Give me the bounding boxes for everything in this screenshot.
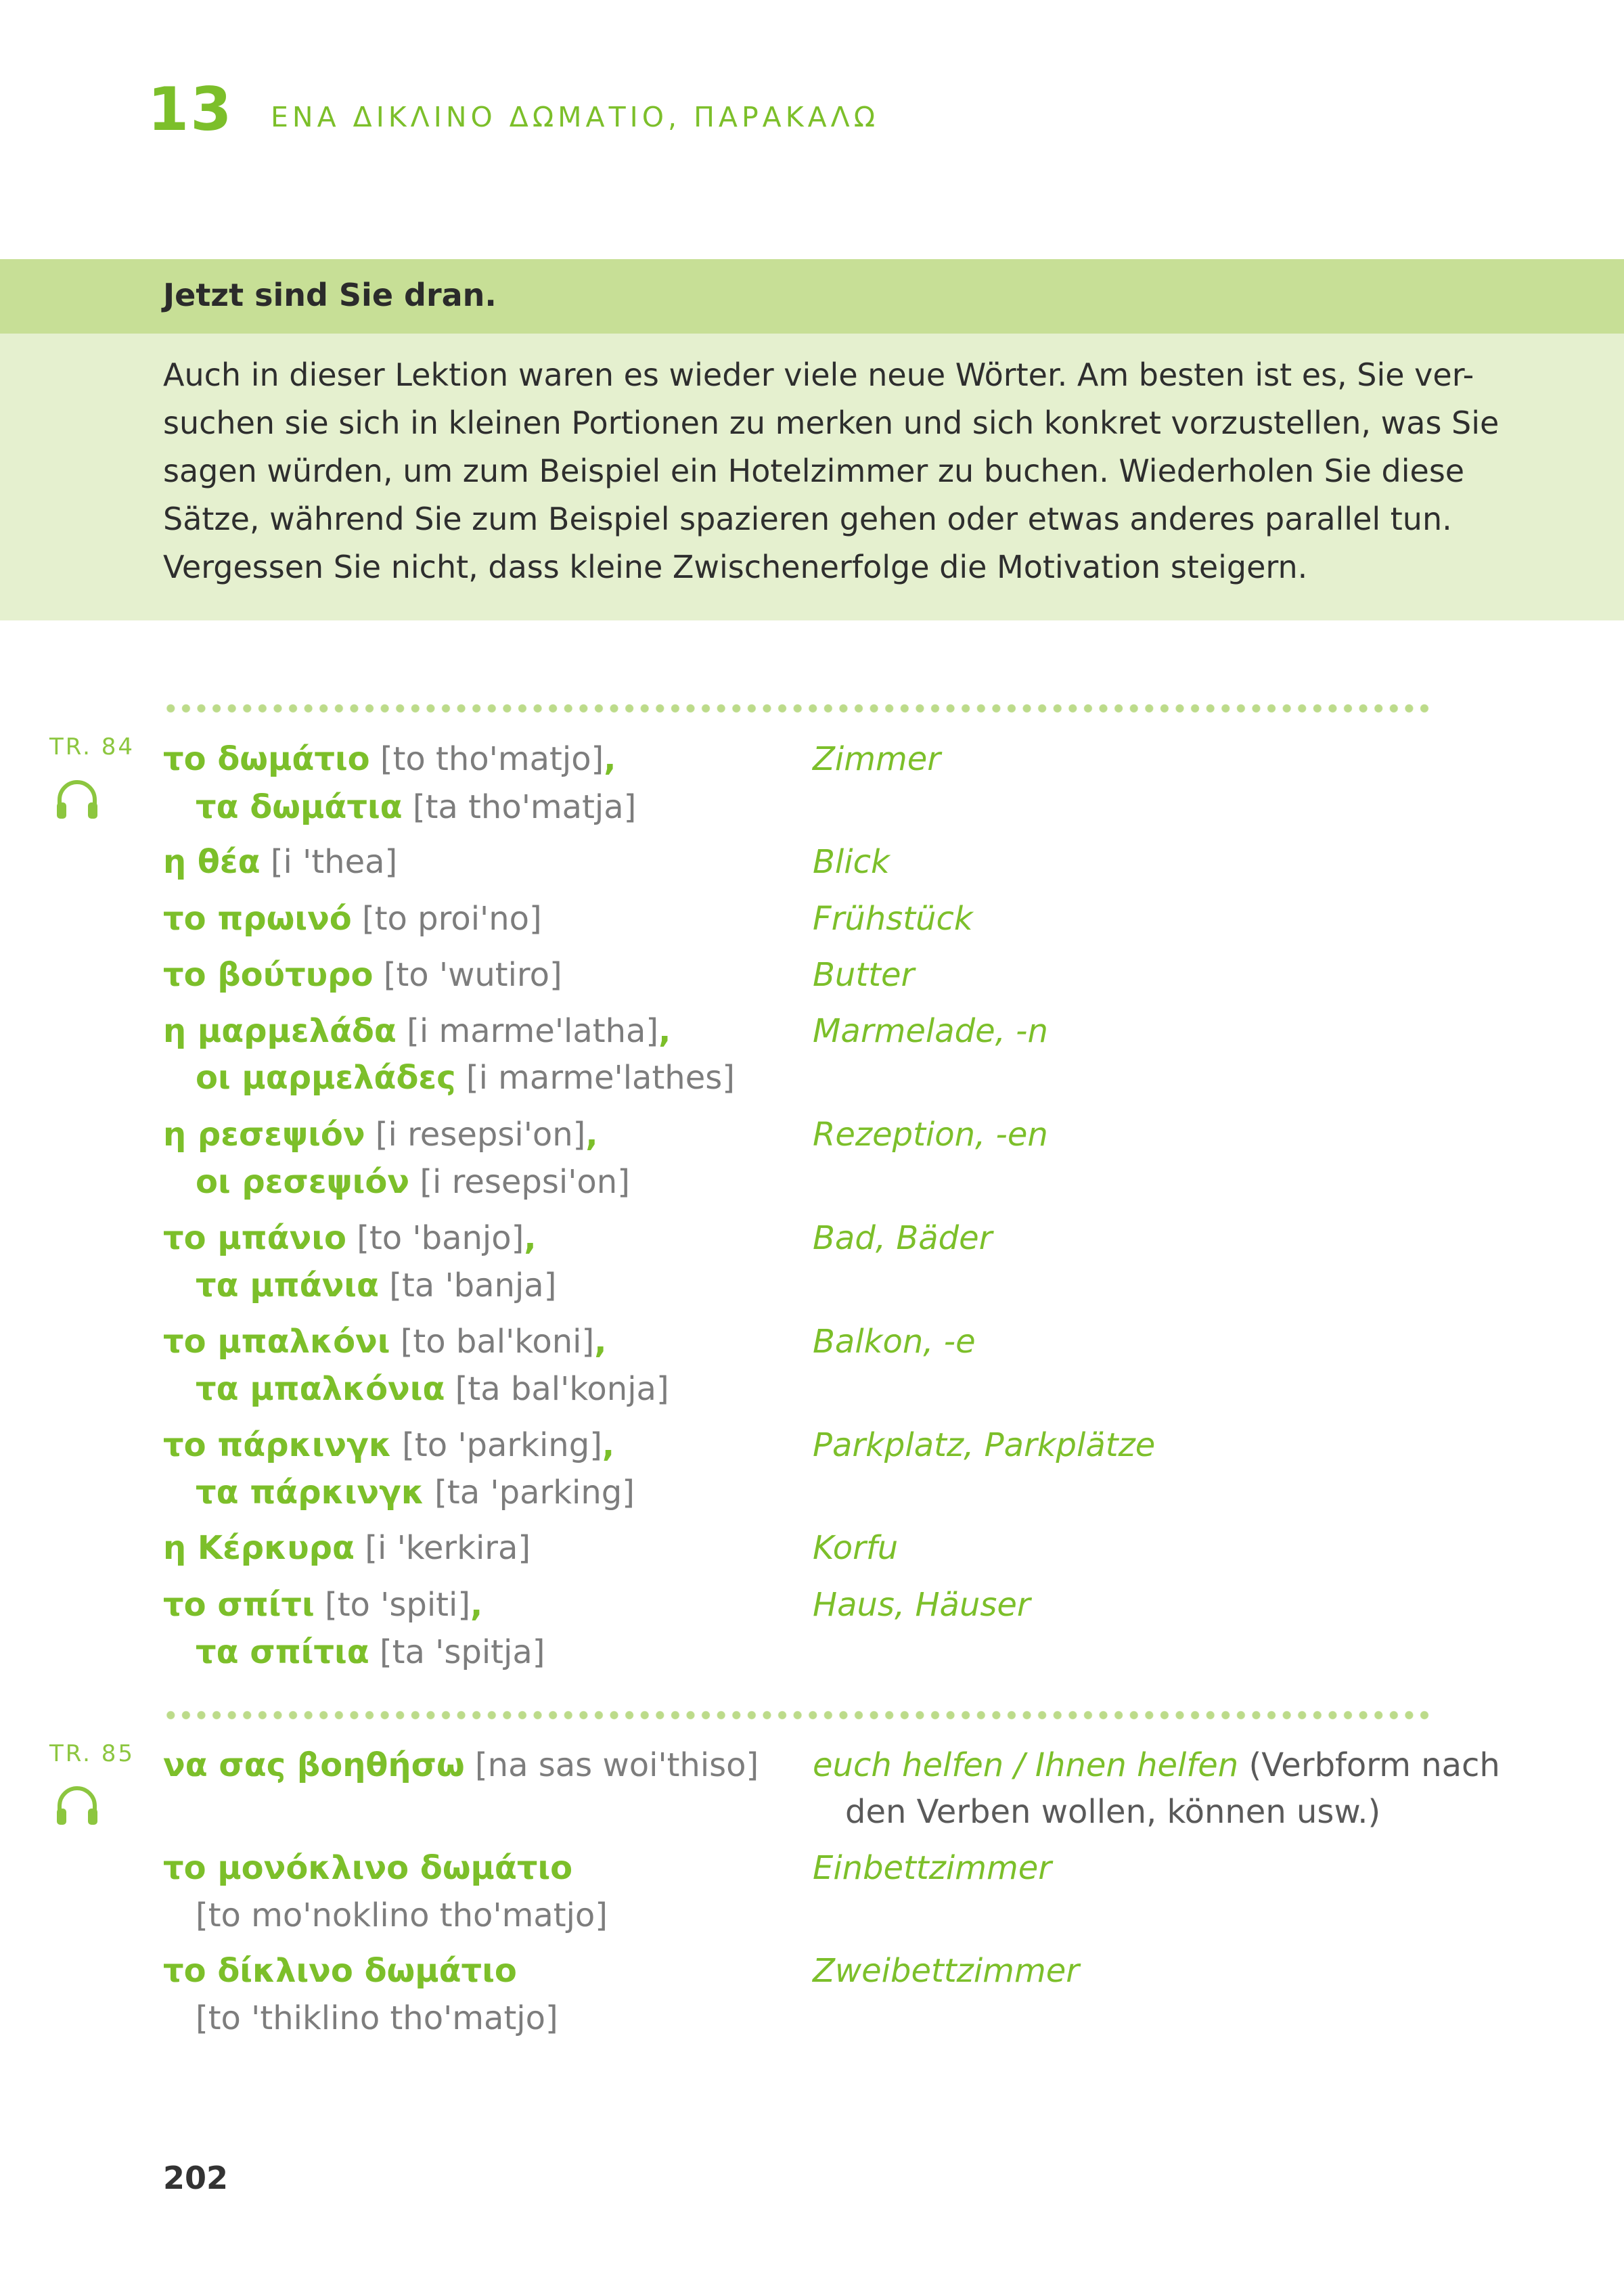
tip-line: Auch in dieser Lektion waren es wieder viele neue Wörter. Am besten ist es, Sie ver- <box>163 357 1474 393</box>
pronunciation: [to proi'no] <box>351 900 542 938</box>
tip-line: Sätze, während Sie zum Beispiel spazieren gehen oder etwas anderes parallel tun. <box>163 501 1452 537</box>
greek-term: το βούτυρο <box>163 956 374 994</box>
greek-term: η ρεσεψιόν <box>163 1116 365 1154</box>
pronunciation: [ta 'parking] <box>424 1474 635 1512</box>
comma: , <box>594 1323 607 1361</box>
vocab-row <box>163 1261 1435 1310</box>
translation <box>813 1741 1500 1790</box>
greek-term: η θέα <box>163 843 261 881</box>
translation: Blick <box>813 843 890 881</box>
greek-term: το μπάνιο <box>163 1219 346 1257</box>
translation: Parkplatz, Parkplätze <box>813 1426 1156 1464</box>
vocab-row <box>163 1468 1435 1517</box>
translation: Balkon, -e <box>813 1323 976 1361</box>
pronunciation: [to 'banjo] <box>346 1219 524 1257</box>
translation: Rezeption, -en <box>813 1116 1048 1154</box>
pronunciation: [to 'spiti] <box>314 1586 471 1624</box>
pronunciation: [i resepsi'on] <box>409 1163 630 1201</box>
vocab-row <box>163 1110 1435 1159</box>
vocab-row <box>163 1007 1435 1055</box>
translation: Marmelade, -n <box>813 1012 1048 1050</box>
greek-term: το μπαλκόνι <box>163 1323 390 1361</box>
comma: , <box>658 1012 671 1050</box>
track-label-85: TR. 85 <box>49 1740 135 1767</box>
vocab-row <box>163 1581 1435 1629</box>
greek-term: το σπίτι <box>163 1586 315 1624</box>
greek-term: η Κέρκυρα <box>163 1529 355 1567</box>
vocab-row <box>163 951 1435 999</box>
translation: Bad, Bäder <box>813 1219 993 1257</box>
greek-term: τα πάρκινγκ <box>196 1474 424 1512</box>
tip-box-header <box>0 259 1624 334</box>
headphones-icon[interactable] <box>54 1784 100 1827</box>
pronunciation: [ta 'spitja] <box>369 1633 545 1671</box>
greek-term: το πρωινό <box>163 900 352 938</box>
vocab-row <box>163 894 1435 943</box>
translation: Einbettzimmer <box>813 1849 1052 1887</box>
vocab-row <box>163 1994 1435 2043</box>
translation-note-cont: den Verben wollen, können usw.) <box>845 1793 1381 1831</box>
vocab-row <box>163 735 1435 783</box>
vocab-row <box>163 1158 1435 1206</box>
pronunciation: [ta bal'konja] <box>445 1370 669 1408</box>
comma: , <box>524 1219 537 1257</box>
vocab-row <box>163 1421 1435 1470</box>
comma: , <box>470 1586 483 1624</box>
greek-term: τα σπίτια <box>196 1633 369 1671</box>
chapter-title: ΕΝΑ ΔΙΚΛΙΝΟ ΔΩΜΑΤΙΟ, ΠΑΡΑΚΑΛΩ <box>271 101 880 133</box>
translation: Frühstück <box>813 900 973 938</box>
pronunciation: [i 'kerkira] <box>355 1529 531 1567</box>
vocab-row <box>163 1891 1435 1940</box>
vocab-row <box>163 1788 1435 1836</box>
translation: Zimmer <box>813 740 941 778</box>
pronunciation: [to tho'matjo] <box>369 740 604 778</box>
vocab-row <box>163 1524 1435 1572</box>
pronunciation: [to 'thiklino tho'matjo] <box>196 1999 558 2037</box>
pronunciation: [to 'parking] <box>391 1426 602 1464</box>
pronunciation: [i marme'latha] <box>396 1012 659 1050</box>
comma: , <box>602 1426 615 1464</box>
pronunciation: [to bal'koni] <box>390 1323 595 1361</box>
vocab-row <box>163 838 1435 886</box>
pronunciation: [to mo'noklino tho'matjo] <box>196 1896 608 1934</box>
vocab-row <box>163 1844 1435 1892</box>
headphones-icon[interactable] <box>54 778 100 821</box>
vocab-row <box>163 1365 1435 1413</box>
vocab-row <box>163 1317 1435 1366</box>
translation: Korfu <box>813 1529 899 1567</box>
vocab-row <box>163 783 1435 832</box>
vocab-row <box>163 1628 1435 1677</box>
vocab-row <box>163 1214 1435 1263</box>
vocab-row <box>163 1053 1435 1102</box>
translation: Zweibettzimmer <box>813 1952 1079 1990</box>
translation: Haus, Häuser <box>813 1586 1031 1624</box>
page-number: 202 <box>163 2160 229 2196</box>
vocab-row <box>163 1947 1435 1995</box>
pronunciation: [to 'wutiro] <box>373 956 562 994</box>
greek-term: το δωμάτιο <box>163 740 370 778</box>
tip-box-body <box>0 334 1624 620</box>
pronunciation: [ta 'banja] <box>378 1267 557 1304</box>
greek-term: τα μπαλκόνια <box>196 1370 445 1408</box>
translation-main: euch helfen / Ihnen helfen <box>813 1746 1239 1784</box>
dotted-separator <box>163 704 1430 713</box>
greek-term: τα δωμάτια <box>196 788 403 826</box>
tip-box-heading: Jetzt sind Sie dran. <box>163 277 497 313</box>
track-label-84: TR. 84 <box>49 733 135 760</box>
tip-line: sagen würden, um zum Beispiel ein Hotelzimmer zu buchen. Wiederholen Sie diese <box>163 453 1465 489</box>
greek-term: το πάρκινγκ <box>163 1426 392 1464</box>
greek-term: η μαρμελάδα <box>163 1012 397 1050</box>
tip-line: Vergessen Sie nicht, dass kleine Zwischenerfolge die Motivation steigern. <box>163 549 1308 585</box>
dotted-separator <box>163 1710 1430 1720</box>
greek-term: το δίκλινο δωμάτιο <box>163 1952 517 1990</box>
pronunciation: [i marme'lathes] <box>455 1059 735 1097</box>
translation: Butter <box>813 956 915 994</box>
greek-term: οι ρεσεψιόν <box>196 1163 410 1201</box>
pronunciation: [i resepsi'on] <box>365 1116 586 1154</box>
greek-term: να σας βοηθήσω <box>163 1746 465 1784</box>
greek-term: τα μπάνια <box>196 1267 379 1304</box>
vocab-row <box>163 1741 1500 1790</box>
pronunciation: [na sas woi'thiso] <box>464 1746 759 1784</box>
chapter-number: 13 <box>148 74 233 144</box>
translation-note: (Verbform nach <box>1238 1746 1500 1784</box>
greek-term: το μονόκλινο δωμάτιο <box>163 1849 573 1887</box>
tip-box-text <box>163 351 1499 591</box>
pronunciation: [i 'thea] <box>260 843 398 881</box>
comma: , <box>604 740 616 778</box>
comma: , <box>585 1116 598 1154</box>
pronunciation: [ta tho'matja] <box>402 788 637 826</box>
greek-term: οι μαρμελάδες <box>196 1059 456 1097</box>
tip-line: suchen sie sich in kleinen Portionen zu merken und sich konkret vorzustellen, was Sie <box>163 405 1499 441</box>
